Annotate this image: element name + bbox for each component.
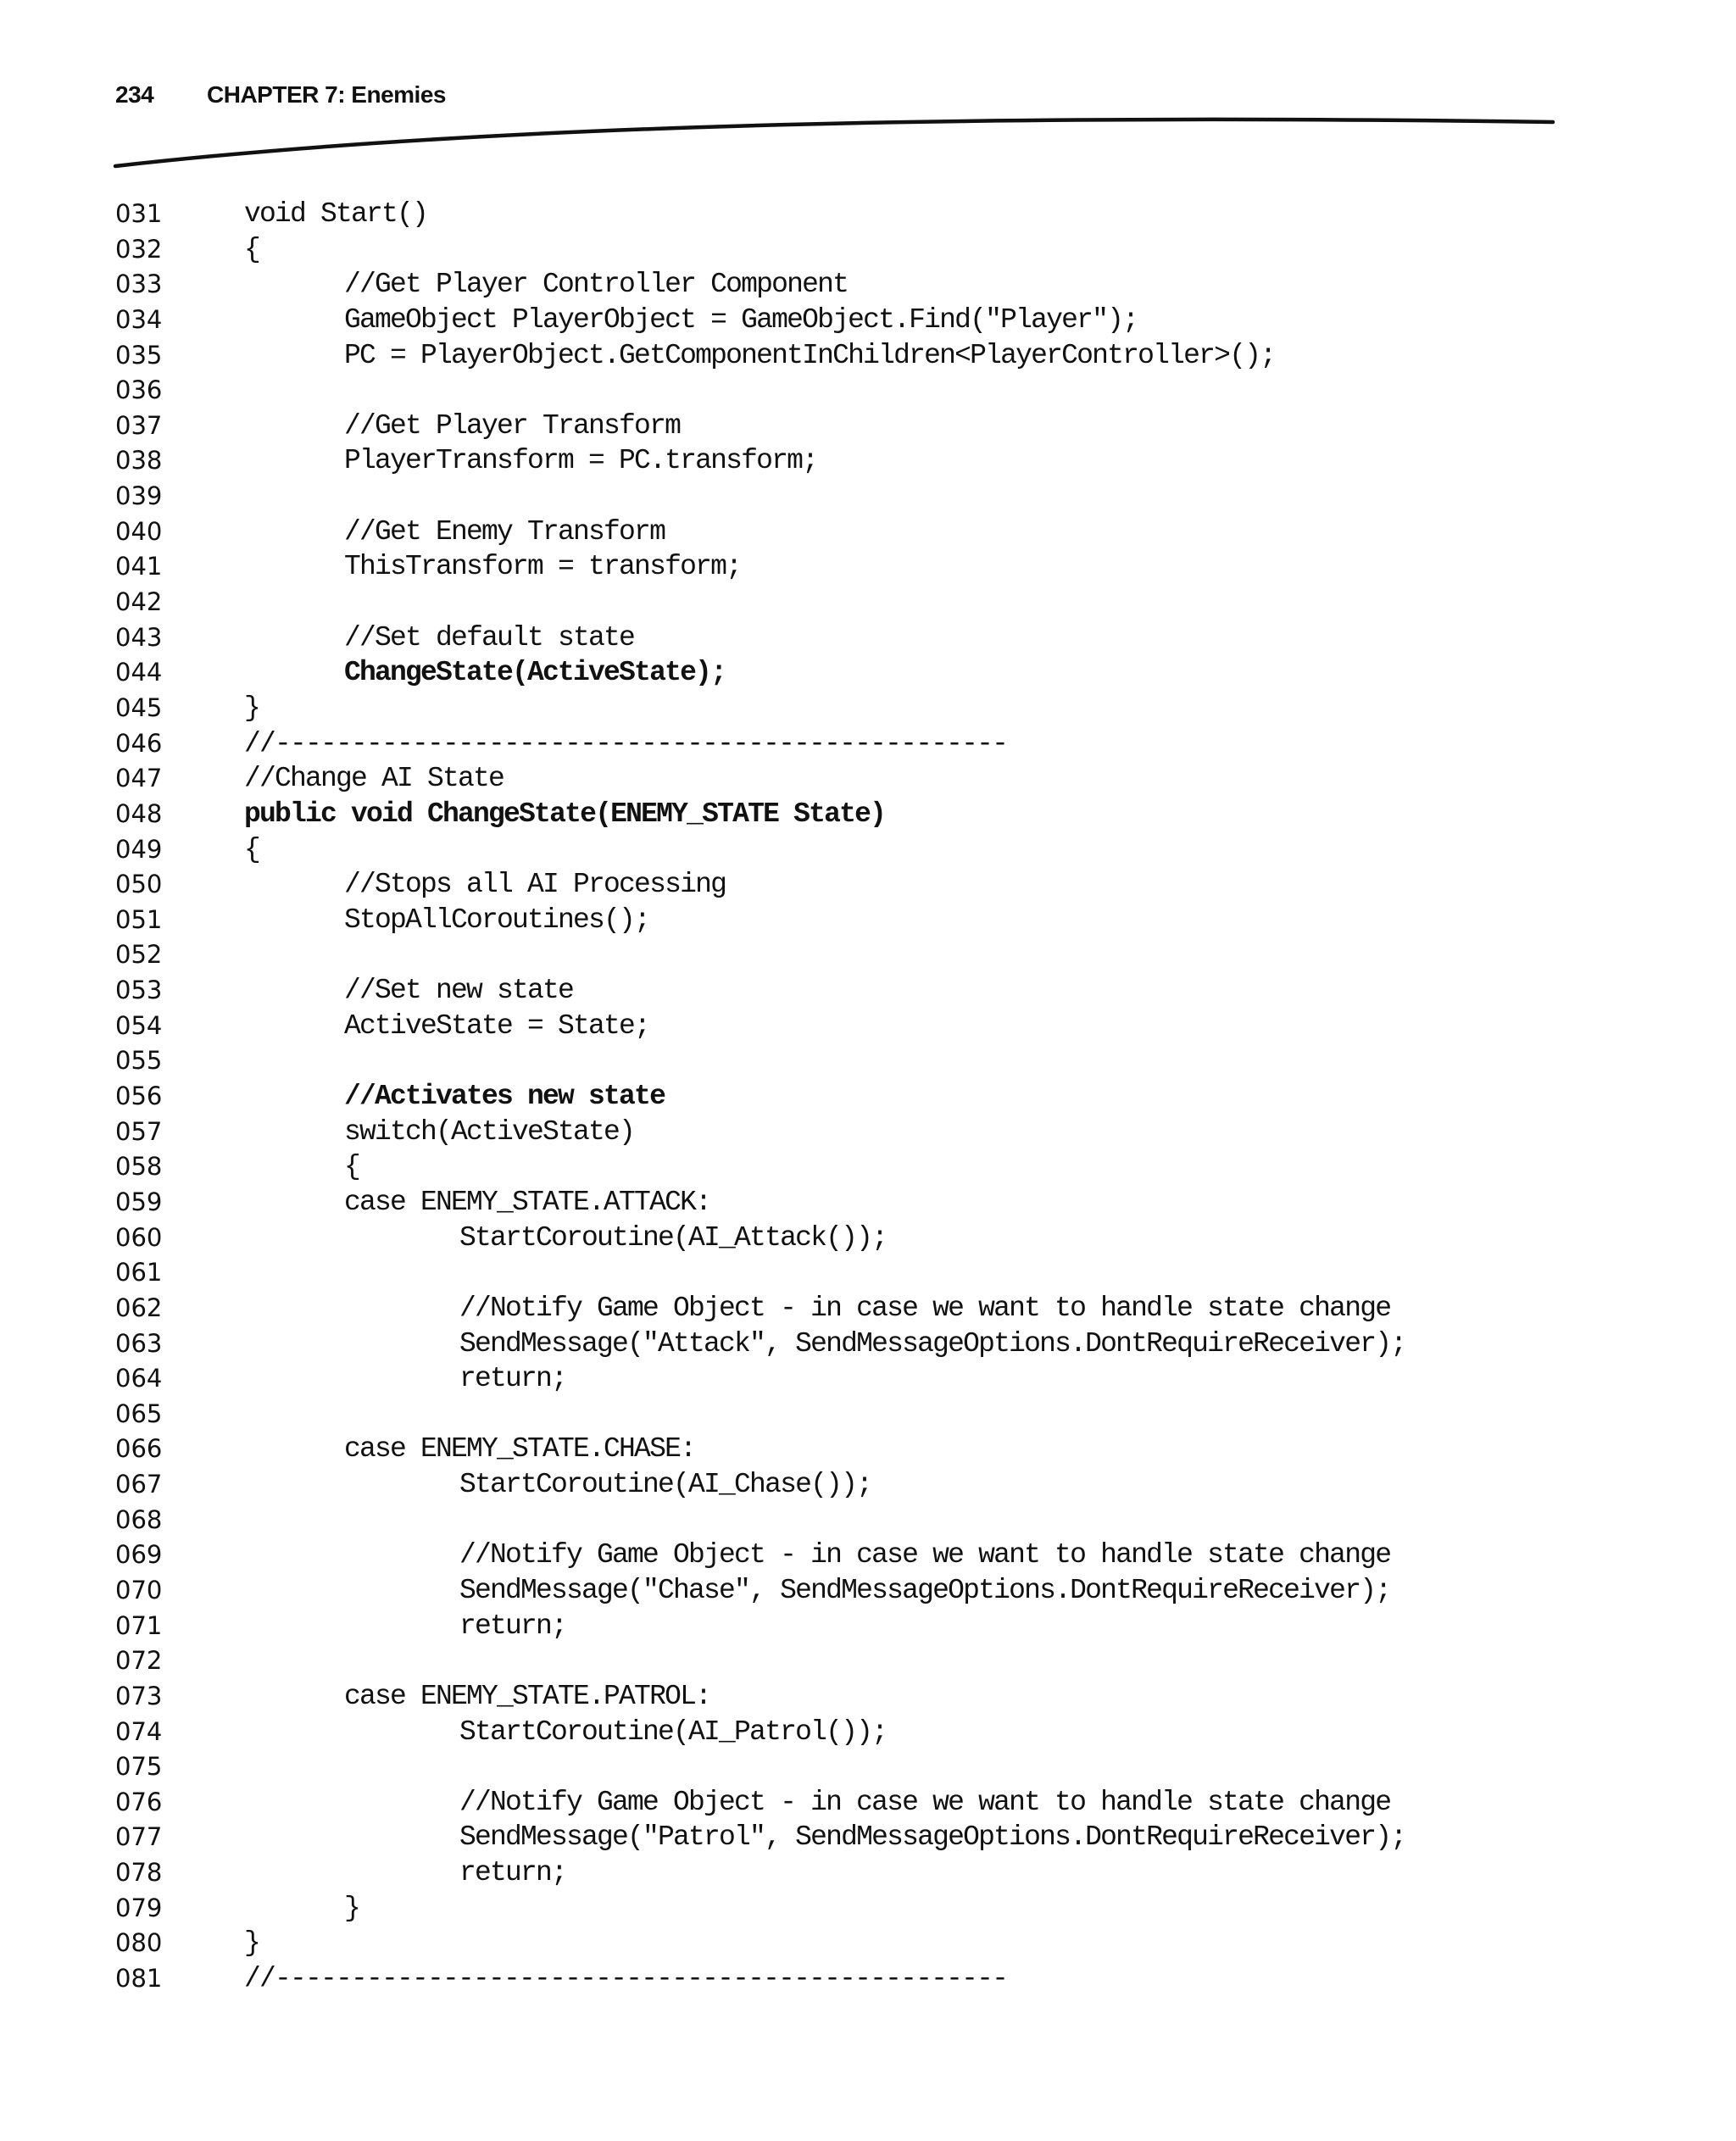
code-line xyxy=(115,1573,1405,1609)
code-text: } xyxy=(244,1927,260,1960)
code-line xyxy=(115,973,1405,1009)
code-text: //Notify Game Object - in case we want to handle state change xyxy=(459,1539,1391,1571)
line-number: 041 xyxy=(115,552,163,581)
code-text: { xyxy=(244,833,260,865)
code-line xyxy=(115,726,1405,762)
line-number: 047 xyxy=(115,764,163,793)
header-rule xyxy=(0,0,1736,186)
code-text: //Get Player Controller Component xyxy=(344,269,849,301)
line-number: 042 xyxy=(115,587,163,617)
code-line xyxy=(115,338,1405,374)
line-number: 073 xyxy=(115,1681,163,1710)
code-line xyxy=(115,1820,1405,1855)
line-number: 035 xyxy=(115,340,163,370)
line-number: 056 xyxy=(115,1082,163,1111)
code-line xyxy=(115,549,1405,585)
line-number: 052 xyxy=(115,940,163,970)
code-text: //Set new state xyxy=(344,975,574,1007)
code-text: //Stops all AI Processing xyxy=(344,869,726,901)
code-line xyxy=(115,1467,1405,1503)
line-number: 053 xyxy=(115,976,163,1005)
line-number: 049 xyxy=(115,834,163,864)
code-text: void Start() xyxy=(244,198,428,230)
code-line xyxy=(115,373,1405,409)
code-line xyxy=(115,479,1405,514)
code-text: SendMessage("Chase", SendMessageOptions.DontRequireReceiver); xyxy=(459,1574,1391,1606)
line-number: 077 xyxy=(115,1822,163,1852)
code-line xyxy=(115,303,1405,338)
line-number: 050 xyxy=(115,870,163,899)
line-number: 059 xyxy=(115,1187,163,1216)
line-number: 071 xyxy=(115,1610,163,1640)
line-number: 037 xyxy=(115,410,163,440)
line-number: 039 xyxy=(115,481,163,511)
code-line xyxy=(115,1643,1405,1679)
code-line xyxy=(115,903,1405,938)
code-line xyxy=(115,1043,1405,1079)
line-number: 062 xyxy=(115,1293,163,1322)
code-text: //Notify Game Object - in case we want to handle state change xyxy=(459,1786,1391,1818)
code-text: StartCoroutine(AI_Patrol()); xyxy=(459,1716,887,1748)
code-text: case ENEMY_STATE.CHASE: xyxy=(344,1433,696,1465)
line-number: 070 xyxy=(115,1575,163,1604)
code-line xyxy=(115,443,1405,479)
line-number: 046 xyxy=(115,728,163,758)
line-number: 068 xyxy=(115,1504,163,1534)
code-line xyxy=(115,1221,1405,1256)
code-line xyxy=(115,691,1405,726)
code-text: switch(ActiveState) xyxy=(344,1115,635,1148)
line-number: 034 xyxy=(115,304,163,334)
code-line xyxy=(115,232,1405,268)
page-number: 234 xyxy=(115,81,154,108)
line-number: 031 xyxy=(115,199,163,228)
code-text: } xyxy=(244,692,260,724)
line-number: 080 xyxy=(115,1928,163,1958)
code-text: StartCoroutine(AI_Attack()); xyxy=(459,1221,887,1254)
code-line xyxy=(115,585,1405,620)
line-number: 054 xyxy=(115,1010,163,1040)
code-line xyxy=(115,1961,1405,1997)
code-text: case ENEMY_STATE.PATROL: xyxy=(344,1680,711,1712)
code-line xyxy=(115,867,1405,903)
code-line xyxy=(115,1715,1405,1750)
line-number: 038 xyxy=(115,446,163,475)
code-text: } xyxy=(344,1892,360,1924)
code-text: //Activates new state xyxy=(344,1081,665,1113)
code-line xyxy=(115,1785,1405,1821)
line-number: 066 xyxy=(115,1434,163,1464)
code-line xyxy=(115,655,1405,691)
line-number: 033 xyxy=(115,270,163,299)
line-number: 048 xyxy=(115,798,163,828)
line-number: 055 xyxy=(115,1046,163,1076)
line-number: 058 xyxy=(115,1152,163,1182)
code-text: //Get Enemy Transform xyxy=(344,515,665,548)
code-line xyxy=(115,797,1405,832)
code-text: ChangeState(ActiveState); xyxy=(344,657,726,689)
code-text: SendMessage("Patrol", SendMessageOptions.DontRequireReceiver); xyxy=(459,1821,1406,1854)
line-number: 044 xyxy=(115,658,163,687)
code-text: public void ChangeState(ENEMY_STATE State) xyxy=(244,798,886,830)
line-number: 065 xyxy=(115,1399,163,1428)
code-text: //------------------------------------------------ xyxy=(244,727,1008,759)
code-text: { xyxy=(244,233,260,265)
code-line xyxy=(115,1115,1405,1150)
line-number: 032 xyxy=(115,234,163,264)
line-number: 040 xyxy=(115,516,163,546)
line-number: 036 xyxy=(115,375,163,405)
code-text: { xyxy=(344,1151,360,1183)
code-text: //------------------------------------------------ xyxy=(244,1963,1008,1995)
chapter-title: CHAPTER 7: Enemies xyxy=(207,81,446,108)
code-line xyxy=(115,267,1405,303)
line-number: 063 xyxy=(115,1328,163,1358)
code-text: StopAllCoroutines(); xyxy=(344,904,650,936)
code-line xyxy=(115,1503,1405,1538)
line-number: 076 xyxy=(115,1787,163,1816)
line-number: 078 xyxy=(115,1858,163,1888)
code-line xyxy=(115,937,1405,973)
code-line xyxy=(115,1609,1405,1644)
code-line xyxy=(115,1538,1405,1573)
code-listing xyxy=(115,197,1405,1997)
line-number: 075 xyxy=(115,1752,163,1782)
line-number: 074 xyxy=(115,1716,163,1746)
line-number: 061 xyxy=(115,1258,163,1287)
line-number: 045 xyxy=(115,692,163,722)
code-line xyxy=(115,1009,1405,1044)
code-text: PlayerTransform = PC.transform; xyxy=(344,445,818,477)
line-number: 069 xyxy=(115,1540,163,1570)
code-text: return; xyxy=(459,1610,567,1642)
code-line xyxy=(115,1185,1405,1221)
code-line xyxy=(115,1432,1405,1467)
code-line xyxy=(115,832,1405,868)
code-line xyxy=(115,1149,1405,1185)
code-text: //Get Player Transform xyxy=(344,409,681,442)
code-line xyxy=(115,1361,1405,1397)
line-number: 064 xyxy=(115,1364,163,1393)
code-line xyxy=(115,1855,1405,1891)
code-text: ThisTransform = transform; xyxy=(344,551,742,583)
line-number: 067 xyxy=(115,1470,163,1499)
code-line xyxy=(115,1079,1405,1115)
code-text: //Change AI State xyxy=(244,763,504,795)
code-line xyxy=(115,1291,1405,1326)
code-text: SendMessage("Attack", SendMessageOptions.DontRequireReceiver); xyxy=(459,1327,1406,1360)
line-number: 057 xyxy=(115,1116,163,1146)
line-number: 072 xyxy=(115,1646,163,1676)
code-line xyxy=(115,1749,1405,1785)
code-line xyxy=(115,409,1405,444)
code-text: //Notify Game Object - in case we want to handle state change xyxy=(459,1292,1391,1324)
line-number: 081 xyxy=(115,1964,163,1994)
code-line xyxy=(115,1679,1405,1715)
code-text: //Set default state xyxy=(344,621,635,653)
line-number: 051 xyxy=(115,904,163,934)
code-line xyxy=(115,761,1405,797)
code-line xyxy=(115,1926,1405,1961)
code-line xyxy=(115,620,1405,656)
line-number: 079 xyxy=(115,1893,163,1922)
code-line xyxy=(115,197,1405,232)
code-text: return; xyxy=(459,1363,567,1395)
code-line xyxy=(115,1891,1405,1927)
code-text: StartCoroutine(AI_Chase()); xyxy=(459,1469,872,1501)
code-line xyxy=(115,1397,1405,1432)
code-line xyxy=(115,1255,1405,1291)
code-text: case ENEMY_STATE.ATTACK: xyxy=(344,1186,711,1218)
line-number: 060 xyxy=(115,1222,163,1252)
code-text: GameObject PlayerObject = GameObject.Find("Player"); xyxy=(344,303,1138,336)
code-text: return; xyxy=(459,1857,567,1889)
code-text: PC = PlayerObject.GetComponentInChildren<PlayerController>(); xyxy=(344,339,1276,371)
code-line xyxy=(115,514,1405,550)
line-number: 043 xyxy=(115,622,163,652)
code-line xyxy=(115,1326,1405,1362)
code-text: ActiveState = State; xyxy=(344,1009,650,1042)
